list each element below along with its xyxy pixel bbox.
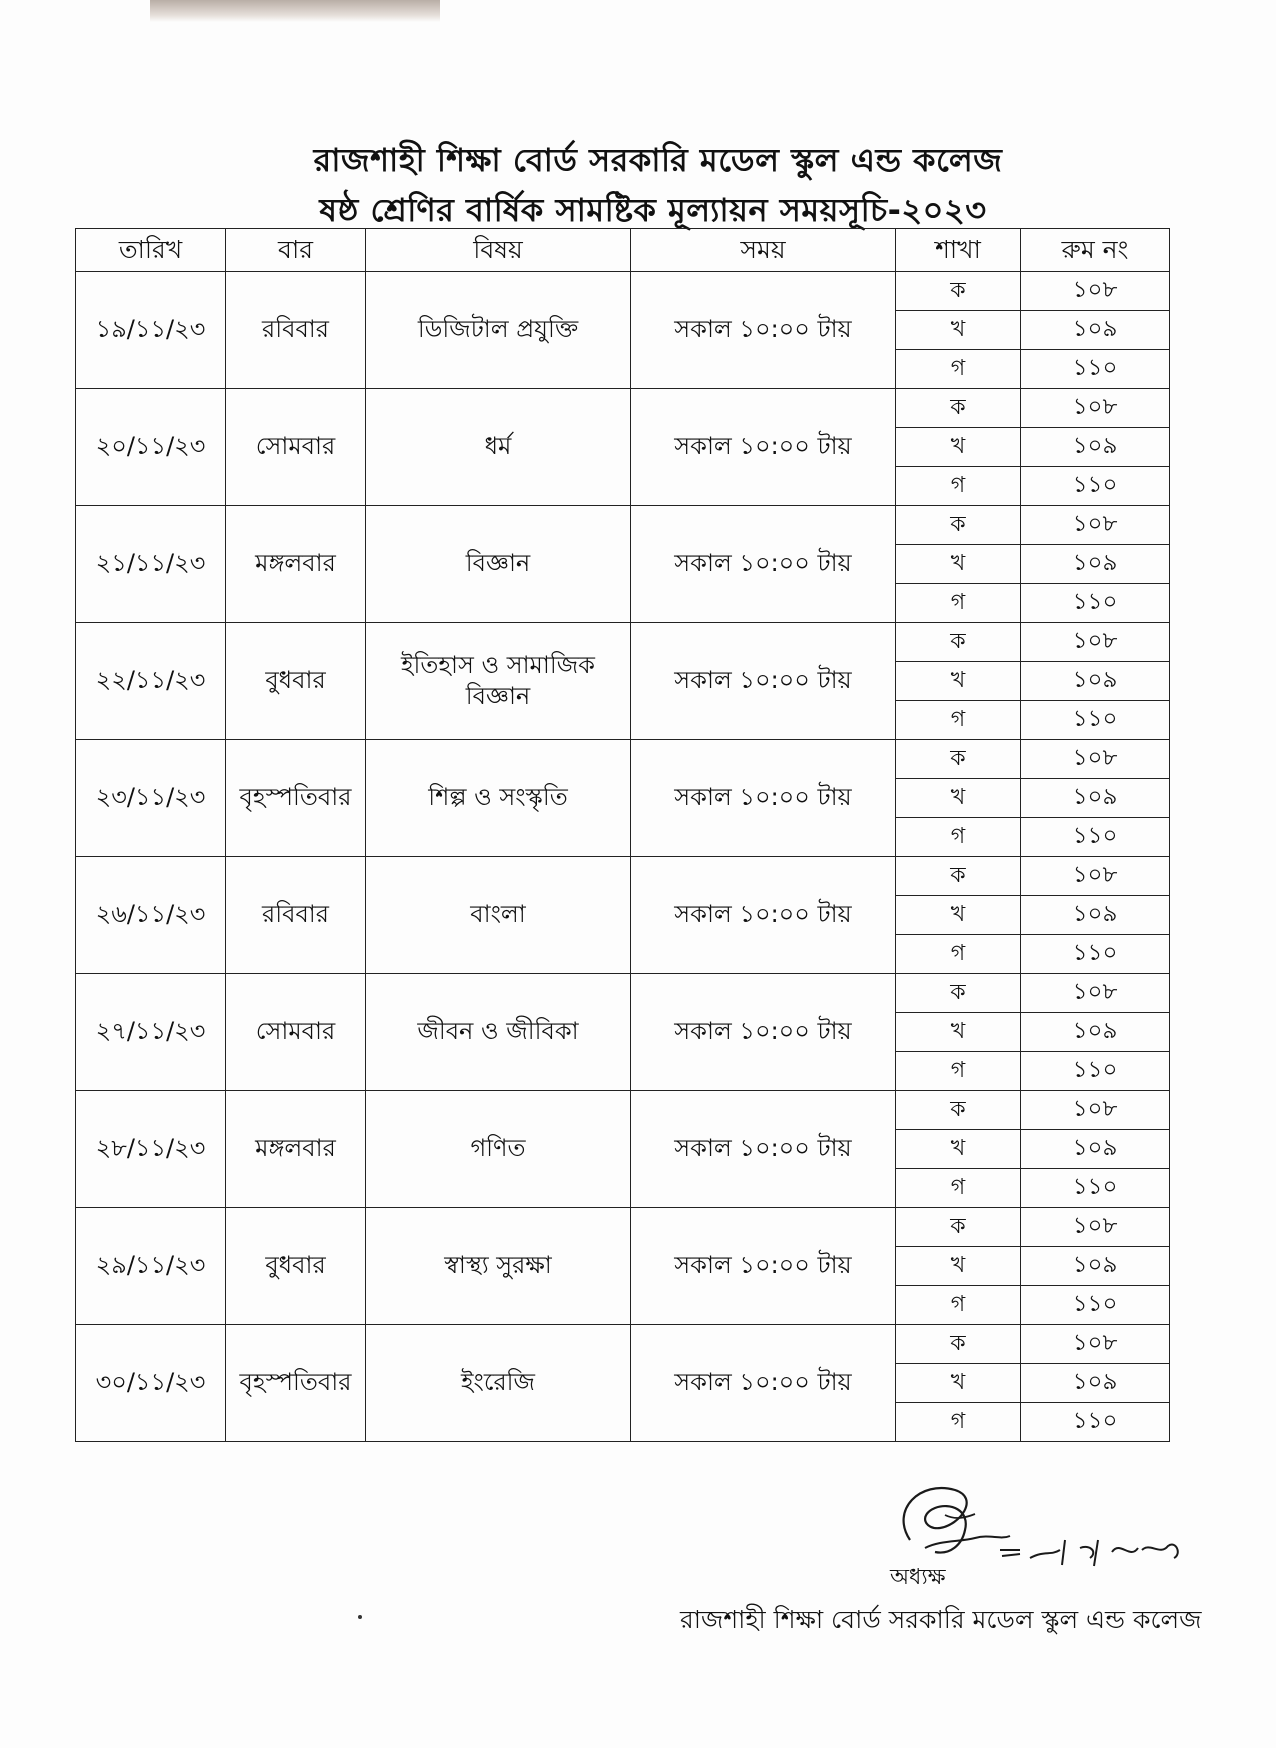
date-cell: ২১/১১/২৩ <box>76 506 226 623</box>
day-cell: বৃহস্পতিবার <box>226 1325 366 1442</box>
section-cell: ক <box>896 506 1021 545</box>
section-cell: গ <box>896 935 1021 974</box>
date-cell: ২৬/১১/২৩ <box>76 857 226 974</box>
section-cell: খ <box>896 779 1021 818</box>
day-cell: বুধবার <box>226 623 366 740</box>
section-cell: গ <box>896 350 1021 389</box>
table-body <box>76 272 1170 1442</box>
room-cell: ১১০ <box>1021 1286 1170 1325</box>
section-cell: ক <box>896 389 1021 428</box>
room-cell: ১১০ <box>1021 1052 1170 1091</box>
section-cell: খ <box>896 428 1021 467</box>
section-cell: ক <box>896 272 1021 311</box>
room-cell: ১০৮ <box>1021 623 1170 662</box>
subject-cell: বিজ্ঞান <box>366 506 631 623</box>
table-row <box>76 740 1170 779</box>
room-cell: ১০৮ <box>1021 272 1170 311</box>
room-cell: ১১০ <box>1021 584 1170 623</box>
section-cell: ক <box>896 740 1021 779</box>
room-cell: ১০৮ <box>1021 389 1170 428</box>
footer-institution: রাজশাহী শিক্ষা বোর্ড সরকারি মডেল স্কুল এন্ড কলেজ <box>680 1605 1202 1634</box>
section-cell: খ <box>896 311 1021 350</box>
header-date: তারিখ <box>76 229 226 272</box>
section-cell: খ <box>896 662 1021 701</box>
subject-cell: বাংলা <box>366 857 631 974</box>
time-cell: সকাল ১০:০০ টায় <box>631 623 896 740</box>
day-cell: সোমবার <box>226 974 366 1091</box>
time-cell: সকাল ১০:০০ টায় <box>631 389 896 506</box>
room-cell: ১০৯ <box>1021 1130 1170 1169</box>
section-cell: খ <box>896 896 1021 935</box>
date-cell: ২২/১১/২৩ <box>76 623 226 740</box>
section-cell: খ <box>896 1013 1021 1052</box>
room-cell: ১০৮ <box>1021 1325 1170 1364</box>
table-header-row <box>76 229 1170 272</box>
header-room: রুম নং <box>1021 229 1170 272</box>
room-cell: ১০৮ <box>1021 974 1170 1013</box>
room-cell: ১০৯ <box>1021 428 1170 467</box>
section-cell: ক <box>896 974 1021 1013</box>
room-cell: ১০৮ <box>1021 1208 1170 1247</box>
table-row <box>76 272 1170 311</box>
room-cell: ১০৮ <box>1021 506 1170 545</box>
header-section: শাখা <box>896 229 1021 272</box>
section-cell: গ <box>896 1169 1021 1208</box>
section-cell: গ <box>896 467 1021 506</box>
room-cell: ১০৯ <box>1021 662 1170 701</box>
table-row <box>76 389 1170 428</box>
section-cell: গ <box>896 1052 1021 1091</box>
subject-cell: গণিত <box>366 1091 631 1208</box>
subject-cell: স্বাস্থ্য সুরক্ষা <box>366 1208 631 1325</box>
room-cell: ১১০ <box>1021 935 1170 974</box>
time-cell: সকাল ১০:০০ টায় <box>631 1091 896 1208</box>
room-cell: ১১০ <box>1021 701 1170 740</box>
day-cell: বৃহস্পতিবার <box>226 740 366 857</box>
table-row <box>76 506 1170 545</box>
section-cell: ক <box>896 623 1021 662</box>
day-cell: বুধবার <box>226 1208 366 1325</box>
time-cell: সকাল ১০:০০ টায় <box>631 506 896 623</box>
room-cell: ১০৮ <box>1021 857 1170 896</box>
header-time: সময় <box>631 229 896 272</box>
subject-cell: ইতিহাস ও সামাজিক বিজ্ঞান <box>366 623 631 740</box>
day-cell: সোমবার <box>226 389 366 506</box>
time-cell: সকাল ১০:০০ টায় <box>631 1208 896 1325</box>
date-cell: ২৭/১১/২৩ <box>76 974 226 1091</box>
day-cell: মঙ্গলবার <box>226 506 366 623</box>
section-cell: গ <box>896 1403 1021 1442</box>
table-row <box>76 623 1170 662</box>
section-cell: ক <box>896 1208 1021 1247</box>
day-cell: রবিবার <box>226 857 366 974</box>
room-cell: ১০৯ <box>1021 311 1170 350</box>
table-row <box>76 1091 1170 1130</box>
subject-cell: ডিজিটাল প্রযুক্তি <box>366 272 631 389</box>
date-cell: ২৩/১১/২৩ <box>76 740 226 857</box>
header-subject: বিষয় <box>366 229 631 272</box>
room-cell: ১০৮ <box>1021 1091 1170 1130</box>
school-name-heading: রাজশাহী শিক্ষা বোর্ড সরকারি মডেল স্কুল এন্ড কলেজ <box>313 141 1003 179</box>
time-cell: সকাল ১০:০০ টায় <box>631 1325 896 1442</box>
section-cell: গ <box>896 584 1021 623</box>
date-cell: ২০/১১/২৩ <box>76 389 226 506</box>
date-cell: ১৯/১১/২৩ <box>76 272 226 389</box>
section-cell: ক <box>896 1091 1021 1130</box>
date-cell: ২৯/১১/২৩ <box>76 1208 226 1325</box>
section-cell: ক <box>896 857 1021 896</box>
subject-cell: জীবন ও জীবিকা <box>366 974 631 1091</box>
room-cell: ১০৯ <box>1021 896 1170 935</box>
room-cell: ১০৯ <box>1021 1247 1170 1286</box>
time-cell: সকাল ১০:০০ টায় <box>631 740 896 857</box>
room-cell: ১১০ <box>1021 467 1170 506</box>
table-row <box>76 974 1170 1013</box>
room-cell: ১১০ <box>1021 1169 1170 1208</box>
subject-cell: ইংরেজি <box>366 1325 631 1442</box>
room-cell: ১০৮ <box>1021 740 1170 779</box>
date-cell: ২৮/১১/২৩ <box>76 1091 226 1208</box>
exam-schedule-table <box>75 228 1170 1442</box>
schedule-title-heading: ষষ্ঠ শ্রেণির বার্ষিক সামষ্টিক মূল্যায়ন সময়সূচি-২০২৩ <box>319 191 987 229</box>
section-cell: ক <box>896 1325 1021 1364</box>
room-cell: ১০৯ <box>1021 1013 1170 1052</box>
section-cell: খ <box>896 1247 1021 1286</box>
room-cell: ১০৯ <box>1021 545 1170 584</box>
date-cell: ৩০/১১/২৩ <box>76 1325 226 1442</box>
section-cell: গ <box>896 701 1021 740</box>
principal-title: অধ্যক্ষ <box>890 1565 946 1590</box>
room-cell: ১১০ <box>1021 350 1170 389</box>
time-cell: সকাল ১০:০০ টায় <box>631 857 896 974</box>
table-row <box>76 1208 1170 1247</box>
header-day: বার <box>226 229 366 272</box>
section-cell: গ <box>896 818 1021 857</box>
section-cell: গ <box>896 1286 1021 1325</box>
day-cell: মঙ্গলবার <box>226 1091 366 1208</box>
time-cell: সকাল ১০:০০ টায় <box>631 974 896 1091</box>
section-cell: খ <box>896 545 1021 584</box>
room-cell: ১১০ <box>1021 818 1170 857</box>
room-cell: ১০৯ <box>1021 779 1170 818</box>
table-row <box>76 1325 1170 1364</box>
subject-cell: শিল্প ও সংস্কৃতি <box>366 740 631 857</box>
day-cell: রবিবার <box>226 272 366 389</box>
table-row <box>76 857 1170 896</box>
room-cell: ১০৯ <box>1021 1364 1170 1403</box>
scan-speck <box>358 1615 362 1619</box>
subject-cell: ধর্ম <box>366 389 631 506</box>
time-cell: সকাল ১০:০০ টায় <box>631 272 896 389</box>
section-cell: খ <box>896 1130 1021 1169</box>
scan-edge-shadow <box>150 0 440 22</box>
section-cell: খ <box>896 1364 1021 1403</box>
room-cell: ১১০ <box>1021 1403 1170 1442</box>
